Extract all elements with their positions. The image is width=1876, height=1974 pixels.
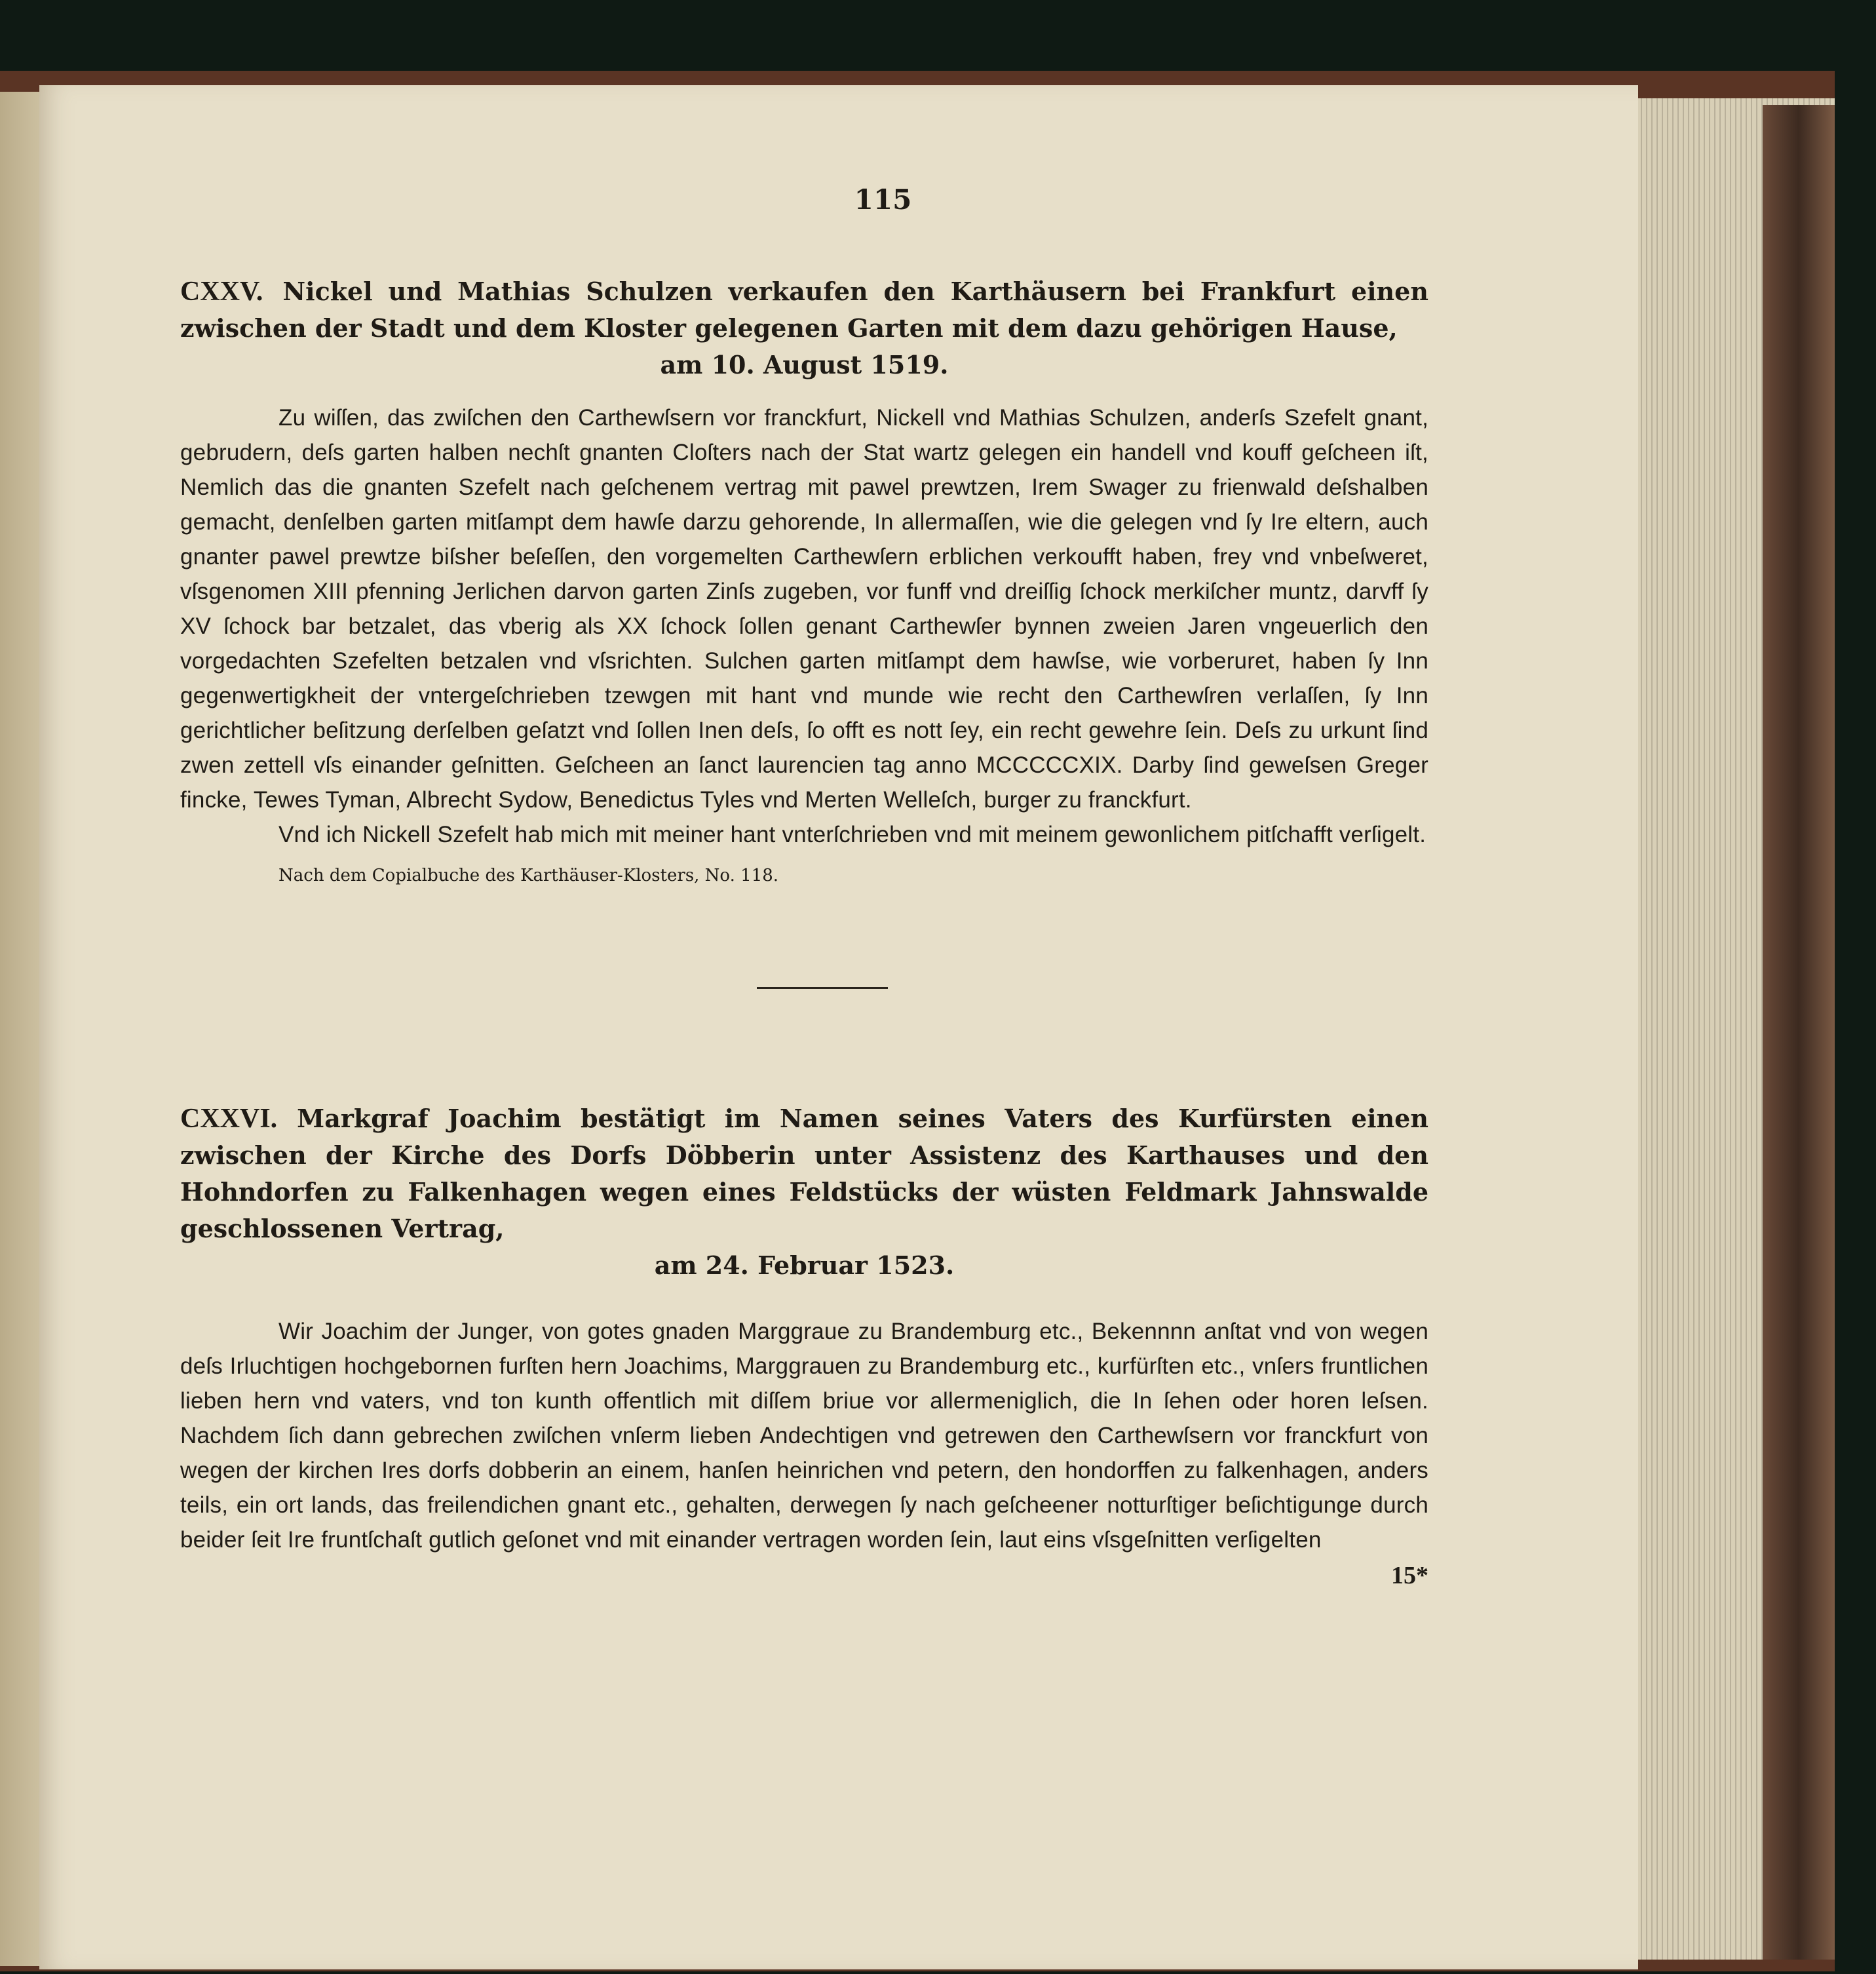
page-number: 115 [854, 184, 912, 216]
section-date: am 24. Februar 1523. [654, 1250, 955, 1280]
section-numeral: CXXVI. [180, 1104, 278, 1134]
body-paragraph: Wir Joachim der Junger, von gotes gnaden Marggraue zu Brandemburg etc., Bekennnn anſtat vnd von wegen deſs Irluchtigen hochgebornen furſten hern Joachims, Marggrauen zu Brandemburg etc., kurfürſten etc., vnſers fruntlichen lieben hern vnd vaters, vnd ton kunth offentlich mit diſſem briue vor allermeniglich, die In ſehen oder horen leſsen. Nachdem ſich dann gebrechen zwiſchen vnſerm lieben Andechtigen vnd getrewen den Carthewſsern vor franckfurt von wegen der kirchen Ires dorfs dobberin an einem, hanſen heinrichen vnd petern, den hondorffen zu falkenhagen, anders teils, ein ort lands, das freilendichen gnant etc., gehalten, derwegen ſy nach geſcheener notturſtiger beſichtigunge durch beider ſeit Ire fruntſchaſt gutlich geſonet vnd mit einander vertragen worden ſein, laut eins vſsgeſnitten verſigelten [180, 1319, 1428, 1553]
book-page [39, 85, 1638, 1969]
section-date: am 10. August 1519. [660, 350, 949, 379]
section-title: Markgraf Joachim bestätigt im Namen seines Vaters des Kurfürsten einen zwischen der Kirche des Dorfs Döbberin unter Assistenz des Karthauses und den Hohndorfen zu Falkenhagen wegen eines Feldstücks der wüsten Feldmark Jahnswalde geschlossenen Vertrag, [180, 1104, 1428, 1243]
section-title: Nickel und Mathias Schulzen verkaufen den Karthäusern bei Frankfurt einen zwischen der Stadt und dem Kloster gelegenen Garten mit dem dazu gehörigen Hause, [180, 277, 1428, 343]
source-note: Nach dem Copialbuche des Karthäuser-Klosters, No. 118. [278, 866, 779, 885]
page-content [180, 184, 1428, 1590]
body-paragraph: Zu wiſſen, das zwiſchen den Carthewſsern vor franckfurt, Nickell vnd Mathias Schulzen, anderſs Szefelt gnant, gebrudern, deſs garten halben nechſt gnanten Cloſters nach der Stat wartz gelegen ein handell vnd kouff geſcheen iſt, Nemlich das die gnanten Szefelt nach geſchenem vertrag mit pawel prewtzen, Irem Swager zu frienwald deſshalben gemacht, denſelben garten mitſampt dem hawſe darzu gehorende, In allermaſſen, wie die gelegen vnd ſy Ire eltern, auch gnanter pawel prewtze biſsher beſeſſen, den vorgemelten Carthewſern erblichen verkoufft haben, frey vnd vnbeſweret, vſsgenomen XIII pfenning Jerlichen darvon garten Zinſs zugeben, vor funff vnd dreiſſig ſchock merkiſcher muntz, darvff ſy XV ſchock bar betzalet, das vberig als XX ſchock ſollen genant Carthewſer bynnen zweien Jaren vngeuerlich den vorgedachten Szefelten betzalen vnd vſsrichten. Sulchen garten mitſampt dem hawſse, wie vorberuret, haben ſy Inn gegenwertigkheit der vntergeſchrieben tzewgen mit hant vnd munde wie recht den Carthewſren verlaſſen, ſy Inn gerichtlicher beſitzung derſelben geſatzt vnd ſollen Inen deſs, ſo offt es nott ſey, ein recht gewehre ſein. Deſs zu urkunt ſind zwen zettell vſs einander geſnitten. Geſcheen an ſanct laurencien tag anno MCCCCCXIX. Darby ſind geweſsen Greger fincke, Tewes Tyman, Albrecht Sydow, Benedictus Tyles vnd Merten Welleſch, burger zu franckfurt. [180, 405, 1428, 813]
section-heading-1 [180, 273, 1428, 383]
section-heading-2 [180, 1100, 1428, 1284]
section-numeral: CXXV. [180, 277, 263, 307]
section-divider [757, 987, 888, 989]
cover-marbled-edge [1763, 105, 1835, 1960]
body-paragraph: Vnd ich Nickell Szefelt hab mich mit meiner hant vnterſchrieben vnd mit meinem gewonlichem pitſchafft verſigelt. [278, 822, 1426, 847]
signature-mark: 15* [1391, 1562, 1428, 1589]
